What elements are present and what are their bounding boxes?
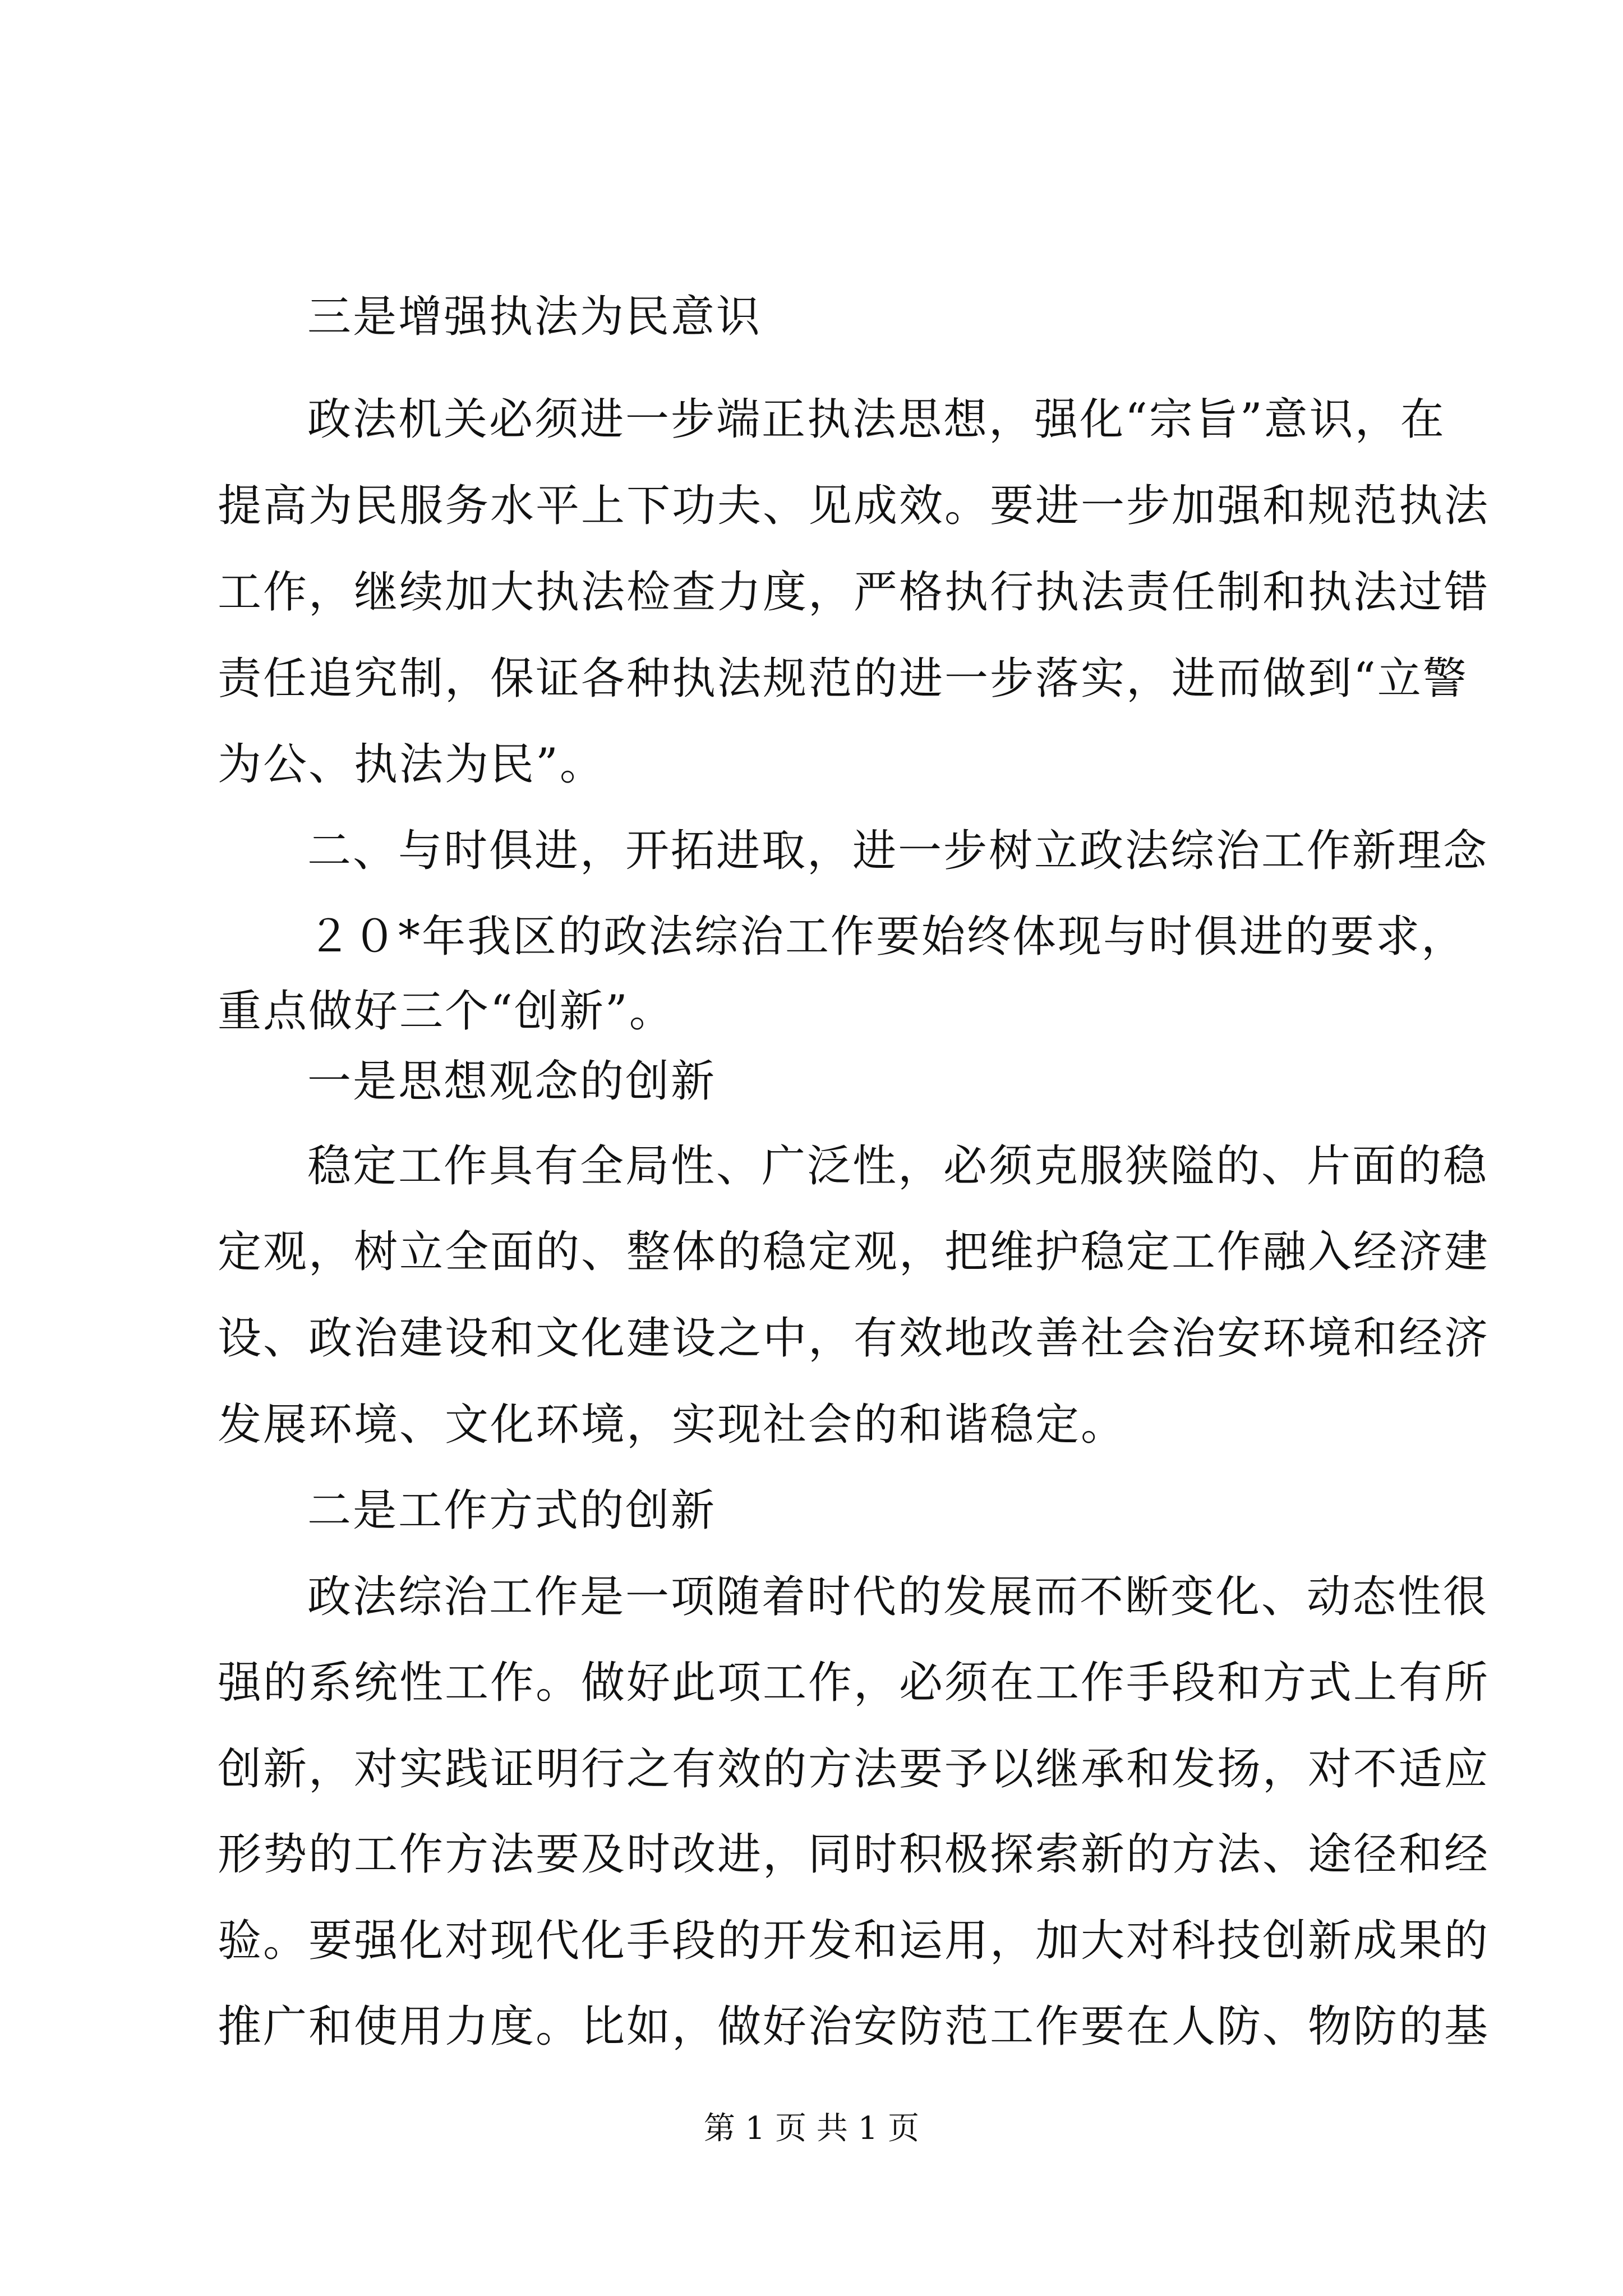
heading-thinking-innovation: 一是思想观念的创新 (307, 1056, 717, 1107)
paragraph-line: 工作，继续加大执法检查力度，严格执行执法责任制和执法过错 (218, 567, 1490, 618)
paragraph-line: 提高为民服务水平上下功夫、见成效。要进一步加强和规范执法 (218, 481, 1490, 531)
paragraph-line: 验。要强化对现代化手段的开发和运用，加大对科技创新成果的 (218, 1916, 1490, 1966)
section-heading-two: 二、与时俱进，开拓进取，进一步树立政法综治工作新理念 (307, 826, 1489, 876)
heading-work-method-innovation: 二是工作方式的创新 (307, 1485, 717, 1536)
paragraph-line: 政法机关必须进一步端正执法思想，强化“宗旨”意识，在 (307, 394, 1446, 445)
paragraph-line: 强的系统性工作。做好此项工作，必须在工作手段和方式上有所 (218, 1658, 1490, 1708)
paragraph-line: 推广和使用力度。比如，做好治安防范工作要在人防、物防的基 (218, 2001, 1490, 2052)
paragraph-line: 稳定工作具有全局性、广泛性，必须克服狭隘的、片面的稳 (307, 1141, 1489, 1191)
paragraph-line: ２０*年我区的政法综治工作要始终体现与时俱进的要求， (307, 912, 1467, 962)
paragraph-line: 定观，树立全面的、整体的稳定观，把维护稳定工作融入经济建 (218, 1227, 1490, 1277)
page-footer: 第 1 页 共 1 页 (703, 2110, 920, 2147)
paragraph-line: 责任追究制，保证各种执法规范的进一步落实，进而做到“立警 (218, 654, 1468, 704)
paragraph-line: 重点做好三个“创新”。 (218, 986, 675, 1037)
heading-three-enforce-for-people: 三是增强执法为民意识 (307, 292, 762, 342)
paragraph-line: 设、政治建设和文化建设之中，有效地改善社会治安环境和经济 (218, 1313, 1490, 1364)
paragraph-line: 发展环境、文化环境，实现社会的和谐稳定。 (218, 1400, 1127, 1450)
paragraph-line: 为公、执法为民”。 (218, 739, 605, 790)
paragraph-line: 政法综治工作是一项随着时代的发展而不断变化、动态性很 (307, 1572, 1489, 1622)
paragraph-line: 创新，对实践证明行之有效的方法要予以继承和发扬，对不适应 (218, 1744, 1490, 1795)
paragraph-line: 形势的工作方法要及时改进，同时积极探索新的方法、途径和经 (218, 1829, 1490, 1880)
